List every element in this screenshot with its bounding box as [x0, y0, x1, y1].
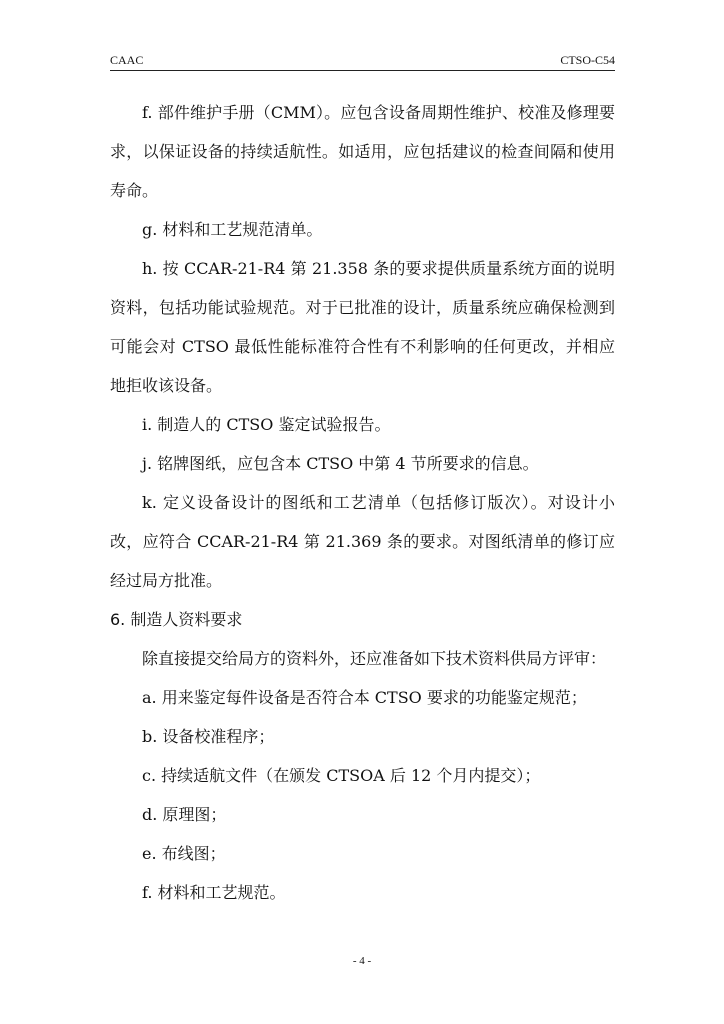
paragraph-f-cmm: f. 部件维护手册（CMM）。应包含设备周期性维护、校准及修理要求，以保证设备的持续适航性。如适用，应包括建议的检查间隔和使用寿命。 — [110, 103, 615, 200]
page-number: - 4 - — [352, 955, 372, 967]
paragraph-i: i. 制造人的 CTSO 鉴定试验报告。 — [142, 415, 391, 434]
paragraph-j: j. 铭牌图纸，应包含本 CTSO 中第 4 节所要求的信息。 — [142, 454, 539, 473]
paragraph-g: g. 材料和工艺规范清单。 — [142, 220, 323, 239]
header-org: CAAC — [110, 53, 144, 67]
section-heading: 6. 制造人资料要求 — [110, 610, 243, 629]
paragraph-h: h. 按 CCAR-21-R4 第 21.358 条的要求提供质量系统方面的说明资料，包括功能试验规范。对于已批准的设计，质量系统应确保检测到可能会对 CTSO 最低性能标准符合性有不利影响的任何更改，并相应地拒收该设备。 — [110, 259, 615, 395]
header-divider — [110, 70, 615, 71]
list-item-a: a. 用来鉴定每件设备是否符合本 CTSO 要求的功能鉴定规范； — [142, 688, 587, 707]
list-item-d: d. 原理图； — [142, 805, 227, 824]
page-header — [110, 52, 615, 68]
section-intro: 除直接提交给局方的资料外，还应准备如下技术资料供局方评审： — [142, 649, 607, 668]
document-body — [110, 93, 615, 912]
list-item-e: e. 布线图； — [142, 844, 226, 863]
list-item-f: f. 材料和工艺规范。 — [142, 883, 286, 902]
header-doc-id: CTSO-C54 — [560, 53, 615, 67]
paragraph-k: k. 定义设备设计的图纸和工艺清单（包括修订版次）。对设计小改，应符合 CCAR-21-R4 第 21.369 条的要求。对图纸清单的修订应经过局方批准。 — [110, 493, 615, 590]
list-item-c: c. 持续适航文件（在颁发 CTSOA 后 12 个月内提交）； — [142, 766, 541, 785]
list-item-b: b. 设备校准程序； — [142, 727, 275, 746]
